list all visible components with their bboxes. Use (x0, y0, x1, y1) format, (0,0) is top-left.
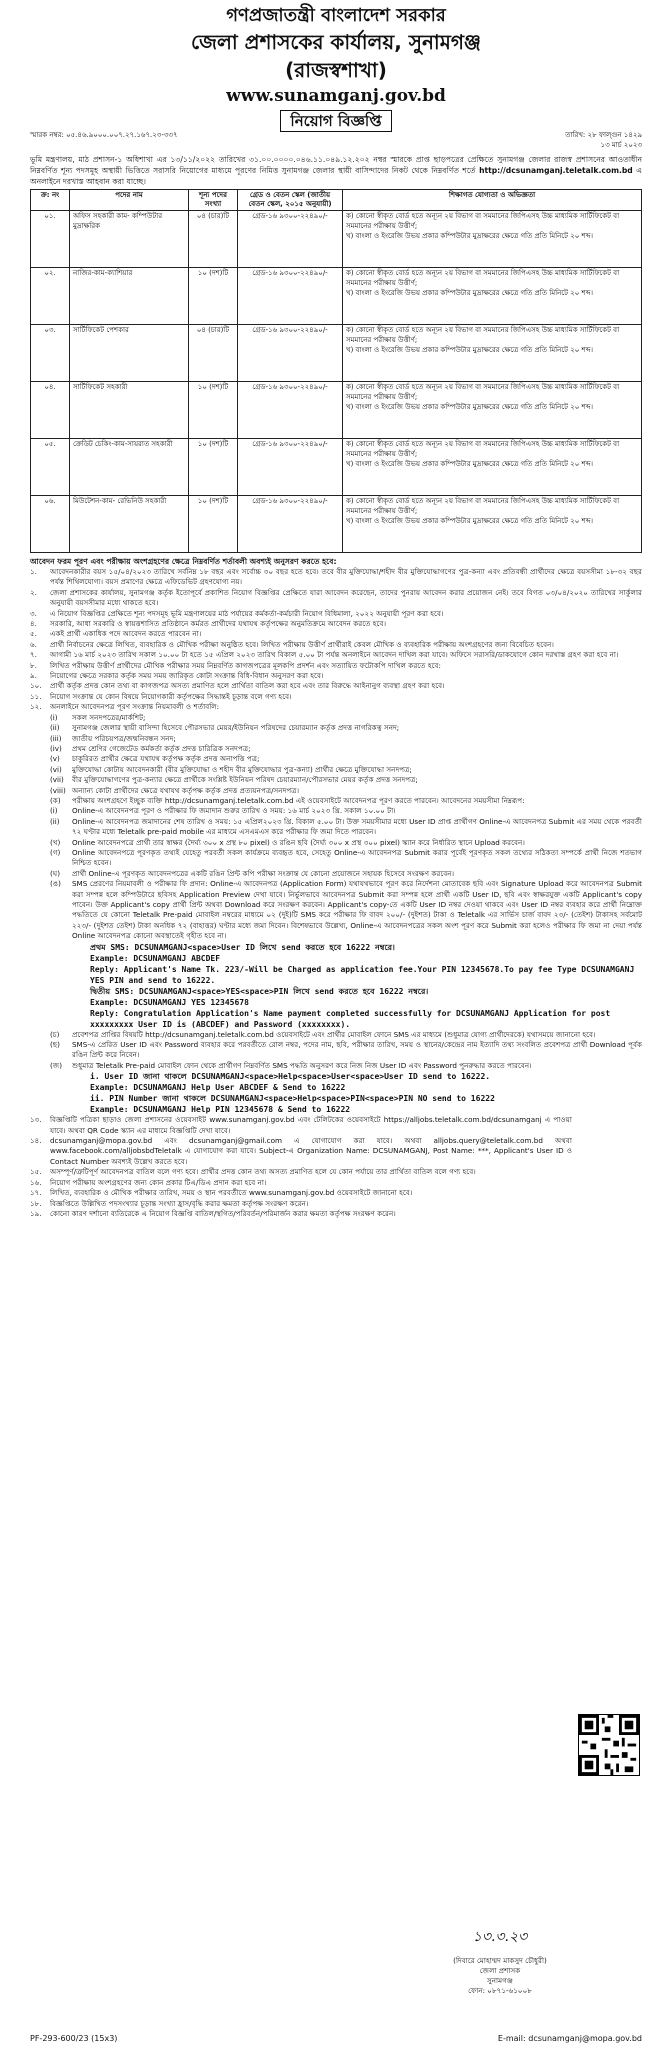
row-qualification (343, 439, 642, 496)
recovery-pin-example: Example: DCSUNAMGANJ Help PIN 12345678 & Send to 16222 (90, 1105, 351, 1115)
rule-text: কোনো কারণ দর্শানো ব্যতিরেকে এ নিয়োগ বিজ্ঞপ্তি বাতিল/স্থগিত/পরিবর্তন/পরিমার্জন করার ক্ষমতা কর্তৃপক্ষ সংরক্ষণ করেন। (50, 1208, 396, 1218)
rule-item (30, 681, 642, 691)
sub-number: (vi) (50, 764, 62, 774)
table-row (31, 496, 642, 553)
sub-text: Online আবেদনপত্রে প্রার্থী তার স্বাক্ষর (দৈর্ঘ্য ৩০০ x প্রস্থ ৮০ pixel) ও রঙিন ছবি (দৈর্ঘ্য ৩০০ x প্রস্থ ৩০০ pixel) স্ক্যান করে নির্ধারিত স্থানে Upload করবেন। (72, 837, 525, 847)
signatory-name: (দিবারে মোহাম্মদ মাকসুদ চৌধুরী) (453, 1956, 547, 1965)
rule-text: বিজ্ঞপ্তিটি পত্রিকা ছাড়াও জেলা প্রশাসনের ওয়েবসাইট www.sunamganj.gov.bd এবং টেলিটকের ওয়েবসাইটে https://alljobs.teletalk.com.bd/dcsunamganj এ পাওয়া যাবে। অথবা QR Code স্ক্যান এর মাধ্যমে বিজ্ঞপ্তিটি দেখা যাবে। (50, 1115, 572, 1135)
sms-second-example: Example: DCSUNAMGANJ YES 12345678 (90, 997, 249, 1007)
signatory-designation: জেলা প্রশাসক (479, 1966, 521, 1975)
row-vacancy: ০৪ (চার)টি (189, 211, 238, 268)
sub-item (30, 848, 642, 869)
date-block (565, 130, 642, 150)
recovery-block (30, 1071, 642, 1115)
row-qualification (343, 268, 642, 325)
sub-text: সকল সনদপত্রের/মার্কশিট; (72, 712, 146, 722)
website-url[interactable]: www.sunamganj.gov.bd (226, 86, 446, 106)
sub-text: মুক্তিযোদ্ধা কোটায় আবেদনকারী (বীর মুক্তিযোদ্ধা ও শহীদ বীর মুক্তিযোদ্ধার পুত্র-কন্যা) প্রার্থীর ক্ষেত্রে মুক্তিযোদ্ধা সনদপত্র; (72, 764, 412, 774)
sub-item (30, 796, 642, 806)
intro-text: ভূমি মন্ত্রণালয়, মাঠ প্রশাসন-১ অধিশাখা এর ১৩/১১/২০২২ তারিখের ৩১.০০.০০০০.০৪৬.১১.০৪৯.১২.২০২ নম্বর স্মারকে প্রাপ্ত ছাড়পত্রের প্রেক্ষিতে সুনামগঞ্জ জেলার রাজস্ব প্রশাসনের আওতাধীন নিম্নবর্ণিত শূন্য পদসমূহ অস্থায়ী ভিত্তিতে সরাসরি নিয়োগের মাধ্যমে পূরণের নিমিত্ত সুনামগঞ্জ জেলার স্থায়ী বাসিন্দাদের নিকট থেকে নিম্নবর্ণিত শর্তে (30, 155, 642, 175)
sub-number: (ঘ) (50, 868, 61, 878)
intro-tail: এ অনলাইনে দরখাস্ত আহবান করা যাচ্ছে। (30, 166, 642, 186)
row-qualification (343, 325, 642, 382)
recovery-pin: ii. PIN Number জানা থাকলে DCSUNAMGANJ<space>Help<space>PIN<space>PIN NO send to 16222 (90, 1094, 495, 1104)
rule-number: ১. (30, 567, 37, 576)
sub-text: SMS-এ প্রেরিত User ID এবং Password ব্যবহার করে পরবর্তীতে রোল নম্বর, পদের নাম, ছবি, পরীক্ষার তারিখ, সময় ও স্থানের/কেন্দ্রের নাম ইত্যাদি তথ্য সংবলিত প্রবেশপত্র প্রার্থী Download পূর্বক রঙিন প্রিন্ট করে নিবেন। (72, 1040, 642, 1060)
rule-text: জেলা প্রশাসকের কার্যালয়, সুনামগঞ্জ কর্তৃক ইতোপূর্বে প্রকাশিত নিয়োগ বিজ্ঞপ্তির প্রেক্ষিতে যারা আবেদন করেছেন, তাদের পুনরায় আবেদন করার প্রয়োজন নেই। তবে বিগত ০৩/০৪/২০২০ তারিখের সার্কুলার অনুযায়ী বয়সসীমার মধ্যে থাকতে হবে। (50, 587, 642, 608)
sub-number: (iv) (50, 743, 62, 753)
sub-text: Online আবেদনপত্রে পূরণকৃত তথ্যই যেহেতু পরবর্তী সকল কার্যক্রমে ব্যবহৃত হবে, সেহেতু Online-এ আবেদনপত্র Submit করার পূর্বেই পূরণকৃত সকল তথ্যের সঠিকতা সম্পর্কে প্রার্থী নিজে শতভাগ নিশ্চিত হবেন। (72, 847, 642, 868)
qualification-line: খ) বাংলা ও ইংরেজি উভয় প্রকার কম্পিউটার মুদ্রাক্ষরের ক্ষেত্রে গতি প্রতি মিনিটে ২০ শব্দ। (346, 403, 594, 411)
row-post-name: সার্টিফিকেট পেশকার (70, 325, 189, 382)
sub-item (30, 806, 642, 816)
sms-block (30, 942, 642, 1030)
row-post-name: মিউটেশন-কাম- রেভিনিউ সহকারী (70, 496, 189, 553)
sub-text: প্রার্থী Online-এ পূরণকৃত আবেদনপত্রের একটি রঙিন প্রিন্ট কপি পরীক্ষা সংক্রান্ত যে কোনো প্রয়োজনে সহায়ক হিসেবে সংরক্ষণ করবেন। (72, 868, 455, 878)
sub-number: (ii) (50, 816, 60, 826)
row-serial: ০৪. (31, 382, 70, 439)
rule-number: ১৬. (30, 1177, 42, 1187)
rule-item (30, 1178, 572, 1188)
sms-first-label: প্রথম SMS: DCSUNAMGANJ<space>User ID লিখে send করতে হবে 16222 নম্বরে। (90, 942, 395, 952)
qualification-line: খ) বাংলা ও ইংরেজি উভয় প্রকার কম্পিউটার মুদ্রাক্ষরের ক্ষেত্রে গতি প্রতি মিনিটে ২০ শব্দ। (346, 346, 594, 354)
rule-item (30, 1136, 572, 1167)
notice-title: নিয়োগ বিজ্ঞপ্তি (280, 110, 392, 132)
qualification-line: ক) কোনো স্বীকৃত বোর্ড হতে অন্যূন ২য় বিভাগ বা সমমানের জিপিএসহ উচ্চ মাধ্যমিক সার্টিফিকেট বা সমমানের পরীক্ষায় উত্তীর্ণ; (346, 269, 620, 287)
sub-number: (চ) (50, 1029, 60, 1039)
rule-number: ৬. (30, 639, 37, 649)
table-row (31, 325, 642, 382)
row-grade: গ্রেড-১৬ ৯৩০০-২২৪৯০/- (238, 211, 343, 268)
rule-item (30, 692, 642, 702)
row-serial: ০৫. (31, 439, 70, 496)
sub-text: পরীক্ষায় অংশগ্রহণে ইচ্ছুক ব্যক্তি http://dcsunamganj.teletalk.com.bd এই ওয়েবসাইটে আবেদনপত্র পূরণ করতে পারবেন। আবেদনের সময়সীমা নিম্নরূপ: (72, 795, 525, 805)
rule-item (30, 702, 642, 712)
col-serial: ক্র: নং (31, 190, 70, 211)
rule-number: ১৭. (30, 1188, 42, 1198)
rule-item (30, 1115, 572, 1136)
posts-table (30, 189, 642, 553)
sms-first-example: Example: DCSUNAMGANJ ABCDEF (90, 953, 221, 963)
date-label: তারিখ: (565, 131, 586, 139)
table-row (31, 268, 642, 325)
sub-item (30, 1040, 642, 1061)
rule-item (30, 1209, 572, 1219)
rule-number: ৭. (30, 650, 37, 660)
letterhead (30, 0, 642, 108)
contact-email[interactable]: E-mail: dcsunamganj@mopa.gov.bd (497, 2034, 642, 2043)
rule-text: সরকারি, আধা সরকারি ও স্বায়ত্তশাসিত প্রতিষ্ঠানে কর্মরত প্রার্থীদের যথাযথ কর্তৃপক্ষের অনুমতিক্রমে আবেদন করতে হবে। (50, 619, 387, 629)
rule-item (30, 629, 642, 639)
sub-item (30, 817, 642, 838)
rule-item (30, 1167, 572, 1177)
rule-text: আবেদনকারীর বয়স ১৫/০৪/২০২৩ তারিখে সর্বনিম্ন ১৮ বছর এবং সর্বোচ্চ ৩০ বছর হতে হবে। তবে বীর মুক্তিযোদ্ধা/শহীদ বীর মুক্তিযোদ্ধাগণের পুত্র-কন্যা এবং প্রতিবন্ধী প্রার্থীদের ক্ষেত্রে বয়সসীমা ১৮-৩২ বছর পর্যন্ত শিথিলযোগ্য। বয়স প্রমাণের ক্ষেত্রে এফিডেভিট গ্রহণযোগ্য নয়। (50, 567, 642, 587)
qualification-line: ক) কোনো স্বীকৃত বোর্ড হতে অন্যূন ২য় বিভাগ বা সমমানের জিপিএসহ উচ্চ মাধ্যমিক সার্টিফিকেট বা সমমানের পরীক্ষায় উত্তীর্ণ; (346, 440, 620, 458)
sub-number: (ii) (50, 723, 60, 733)
rule-item (30, 1199, 572, 1209)
qualification-line: ক) কোনো স্বীকৃত বোর্ড হতে অন্যূন ২য় বিভাগ বা সমমানের জিপিএসহ উচ্চ মাধ্যমিক সার্টিফিকেট বা সমমানের পরীক্ষায় উত্তীর্ণ; (346, 497, 620, 515)
row-post-name: ক্রেডিট চেকিং-কাম-সায়রাত সহকারী (70, 439, 189, 496)
sub-text: প্রবেশপত্র প্রাপ্তির বিষয়টি http://dcsunamganj.teletalk.com.bd ওয়েবসাইটে এবং প্রার্থীর মোবাইল ফোনে SMS এর মাধ্যমে (শুধুমাত্র যোগ্য প্রার্থীদেরকে) যথাসময়ে জানানো হবে। (72, 1029, 596, 1039)
row-vacancy: ০৪ (চার)টি (189, 325, 238, 382)
sub-item (30, 869, 642, 879)
signature-mark: ১৩.৩.২৩ (472, 1929, 528, 1945)
row-vacancy: ১০ (দশ)টি (189, 382, 238, 439)
rule-text: নিয়োগের ক্ষেত্রে সরকার কর্তৃক সময় সময় জারিকৃত কোটা সংক্রান্ত বিধি-বিধান অনুসরণ করা হবে। (50, 671, 324, 681)
date-english: ১৩ মার্চ ২০২৩ (600, 141, 642, 149)
sub-item (30, 879, 642, 941)
online-rules-list (30, 796, 642, 942)
sub-item (30, 765, 642, 775)
sub-item (30, 1061, 642, 1071)
row-serial: ০৩. (31, 325, 70, 382)
row-serial: ০২. (31, 268, 70, 325)
sub-number: (জ) (50, 1060, 63, 1070)
rule-item (30, 671, 642, 681)
qualification-line: খ) বাংলা ও ইংরেজি উভয় প্রকার কম্পিউটার মুদ্রাক্ষরের ক্ষেত্রে গতি প্রতি মিনিটে ২০ শব্দ। (346, 232, 594, 240)
rule-text: লিখিত পরীক্ষায় উত্তীর্ণ প্রার্থীদের মৌখিক পরীক্ষার সময় নিম্নবর্ণিত কাগজপত্রের মূলকপি প্রদর্শন এবং সত্যায়িত ফটোকপি দাখিল করতে হবে: (50, 660, 441, 670)
col-qualification: শিক্ষাগত যোগ্যতা ও অভিজ্ঞতা (343, 190, 642, 211)
sub-item (30, 744, 642, 754)
sub-item (30, 713, 642, 723)
row-grade: গ্রেড-১৬ ৯৩০০-২২৪৯০/- (238, 382, 343, 439)
sub-item (30, 786, 642, 796)
row-vacancy: ১০ (দশ)টি (189, 268, 238, 325)
sub-text: অন্যান্য কোটা প্রার্থীদের ক্ষেত্রে যথাযথ কর্তৃপক্ষ কর্তৃক প্রদত্ত প্রত্যয়নপত্র/সনদপত্র। (72, 785, 300, 795)
rule-text: একই প্রার্থী একাধিক পদে আবেদন করতে পারবেন না। (50, 629, 202, 639)
rule-item (30, 567, 642, 588)
row-grade: গ্রেড-১৬ ৯৩০০-২২৪৯০/- (238, 496, 343, 553)
row-grade: গ্রেড-১৬ ৯৩০০-২২৪৯০/- (238, 268, 343, 325)
rule-number: ৯. (30, 671, 37, 681)
final-rules-list (30, 1115, 642, 1219)
sms-second-label: দ্বিতীয় SMS: DCSUNAMGANJ<space>YES<space>PIN লিখে send করতে হবে 16222 নম্বরে। (90, 986, 429, 996)
sub-item (30, 1030, 642, 1040)
sub-item (30, 838, 642, 848)
col-grade: গ্রেড ও বেতন স্কেল (জাতীয় বেতন স্কেল, ২০১৫ অনুযায়ী) (238, 190, 343, 211)
rule-number: ১৩. (30, 1115, 42, 1125)
rule-text: এ নিয়োগ বিজ্ঞপ্তির প্রেক্ষিতে শূন্য পদসমূহ ভূমি মন্ত্রণালয়ের মাঠ পর্যায়ের কর্মকর্তা-কর্মচারী নিয়োগ বিধিমালা, ২০২২ অনুযায়ী পূরণ করা হবে। (50, 608, 444, 618)
office-name: জেলা প্রশাসকের কার্যালয়, সুনামগঞ্জ (190, 30, 482, 54)
sms-first-reply: Reply: Applicant's Name Tk. 223/-Will be Charged as application fee.Your PIN 12345678.To pay fee Type DCSUNAMGANJ YES PIN and send to 16222. (90, 964, 635, 985)
rule-number: ৪. (30, 619, 37, 629)
table-row (31, 439, 642, 496)
rule-item (30, 1188, 572, 1198)
sub-text: চাকুরিরত প্রার্থীর ক্ষেত্রে যথাযথ কর্তৃপক্ষ কর্তৃক প্রদত্ত অনাপত্তি পত্র; (72, 754, 260, 764)
rule-text: লিখিত, ব্যবহারিক ও মৌখিক পরীক্ষার তারিখ, সময় ও স্থান পরবর্তীতে www.sunamganj.gov.bd ওয়েবসাইটে জানানো হবে। (50, 1188, 413, 1198)
intro-paragraph (30, 154, 642, 187)
sub-number: (iii) (50, 733, 62, 743)
sub-number: (খ) (50, 837, 61, 847)
signatory-phone: ফোন: ০৮৭১-৬১০০৮ (468, 1986, 532, 1995)
rule-number: ৫. (30, 629, 37, 639)
rule-text: dcsunamganj@mopa.gov.bd এবং dcsunamganj@gmail.com এ যোগাযোগ করা যাবে। অথবা alljobs.query@teletalk.com.bd অথবা www.facebook.com/alljobsbdTeletalk এ যোগাযোগ করা যাবে। Subject-এ Organization Name: DCSUNAMGANJ, Post Name: ***, Applicant's User ID ও Contact Number অবশ্যই উল্লেখ করতে হবে। (50, 1136, 572, 1166)
sub-text: Online-এ আবেদনপত্র জমাদানের শেষ তারিখ ও সময়: ১৫ এপ্রিল২০২৩ খ্রি. বিকাল ৫.০০ টা। উক্ত সময়সীমার মধ্যে User ID প্রাপ্ত প্রার্থীগণ Online-এ আবেদনপত্র Submit এর সময় থেকে পরবর্তী ৭২ ঘণ্টার মধ্যে Teletalk pre-paid mobile এর মাধ্যমে এসএমএস করে পরীক্ষার ফি জমা দিতে পারবেন। (72, 816, 642, 837)
sub-item (30, 723, 642, 733)
qualification-line: খ) বাংলা ও ইংরেজি উভয় প্রকার কম্পিউটার মুদ্রাক্ষরের ক্ষেত্রে গতি প্রতি মিনিটে ২০ শব্দ। (346, 460, 594, 468)
rule-number: ১৪. (30, 1136, 42, 1146)
rule-text: অনলাইনে আবেদনপত্র পূরণ সংক্রান্ত নিয়মাবলী ও শর্তাবলি: (50, 702, 220, 712)
col-vacancy: শূন্য পদের সংখ্যা (189, 190, 238, 211)
rule-text: নিয়োগ সংক্রান্ত যে কোন বিষয়ে নিয়োগকারী কর্তৃপক্ষের সিদ্ধান্তই চূড়ান্ত বলে গণ্য হবে। (50, 691, 292, 701)
row-vacancy: ১০ (দশ)টি (189, 496, 238, 553)
date-bangla: ২৮ ফাল্গুন ১৪২৯ (587, 131, 642, 139)
sub-text: Online-এ আবেদনপত্র পূরণ ও পরীক্ষার ফি জমাদান শুরুর তারিখ ও সময়: ১৬ মার্চ ২০২৩ খ্রি. সকাল ১০.০০ টা। (72, 806, 396, 816)
recovery-user-id: i. User ID জানা থাকলে DCSUNAMGANJ<space>Help<space>User<space>User ID send to 16222. (90, 1072, 491, 1082)
row-vacancy: ১০ (দশ)টি (189, 439, 238, 496)
sub-number: (ছ) (50, 1040, 60, 1050)
row-grade: গ্রেড-১৬ ৯৩০০-২২৪৯০/- (238, 439, 343, 496)
intro-url[interactable]: http://dcsunamganj.teletalk.com.bd (479, 166, 633, 175)
row-serial: ০৬. (31, 496, 70, 553)
row-qualification (343, 382, 642, 439)
rule-text: আগামী ১৬ মার্চ ২০২৩ তারিখ সকাল ১০.০০ টা হতে ১৫ এপ্রিল ২০২৩ তারিখ বিকাল ৫.০০ টা পর্যন্ত অনলাইনে আবেদন দাখিল করা যাবে। অফিসে সরাসরি/ডাকযোগে কোন দরখাস্ত গ্রহণ করা হবে না। (50, 650, 619, 660)
rule-item (30, 609, 642, 619)
rule-number: ১৯. (30, 1208, 42, 1218)
signature-block (380, 1918, 620, 1996)
qr-code-icon (579, 1715, 639, 1775)
sub-number: (ঙ) (50, 879, 61, 889)
sub-number: (v) (50, 754, 60, 764)
rule-text: নিয়োগ পরীক্ষায় অংশগ্রহণের জন্য কোন প্রকার টিএ/ডিএ প্রদান করা হবে না। (50, 1177, 267, 1187)
sub-number: (i) (50, 712, 58, 722)
row-post-name: সার্টিফিকেট সহকারী (70, 382, 189, 439)
qualification-line: ক) কোনো স্বীকৃত বোর্ড হতে অন্যূন ২য় বিভাগ বা সমমানের জিপিএসহ উচ্চ মাধ্যমিক সার্টিফিকেট বা সমমানের পরীক্ষায় উত্তীর্ণ; (346, 383, 620, 401)
sub-number: (ক) (50, 795, 61, 805)
sub-item (30, 775, 642, 785)
rule-number: ১০. (30, 681, 42, 691)
row-serial: ০১. (31, 211, 70, 268)
qr-code[interactable] (578, 1714, 640, 1776)
table-row (31, 382, 642, 439)
col-post-name: পদের নাম (70, 190, 189, 211)
rule-text: প্রার্থী কর্তৃক প্রদত্ত কোন তথ্য বা কাগজপত্র অসত্য প্রমাণিত হলে প্রার্থিতা বাতিল করা হবে এবং তার বিরুদ্ধে আইনানুগ ব্যবস্থা গ্রহণ করা হবে। (50, 681, 445, 691)
rule-text: প্রার্থী নির্বাচনের ক্ষেত্রে লিখিত, ব্যবহারিক ও মৌখিক পরীক্ষা অনুষ্ঠিত হবে। লিখিত পরীক্ষায় উত্তীর্ণ প্রার্থীরাই কেবল মৌখিক ও ব্যবহারিক পরীক্ষায় অংশগ্রহণের জন্য বিবেচিত হবেন। (50, 639, 554, 649)
rule-item (30, 588, 642, 609)
rule-number: ২. (30, 587, 37, 597)
reference-row (30, 130, 642, 150)
branch-name: (রাজস্বশাখা) (285, 58, 387, 82)
rule-text: অসম্পূর্ণ/ত্রুটিপূর্ণ আবেদনপত্র বাতিল বলে গণ্য হবে। প্রার্থীর প্রদত্ত কোন তথ্য অসত্য প্রমাণিত হলে যে কোন পর্যায়ে তার প্রার্থিতা বাতিল বলে গণ্য হবে। (50, 1167, 476, 1177)
qualification-line: ক) কোনো স্বীকৃত বোর্ড হতে অন্যূন ২য় বিভাগ বা সমমানের জিপিএসহ উচ্চ মাধ্যমিক সার্টিফিকেট বা সমমানের পরীক্ষায় উত্তীর্ণ; (346, 212, 620, 230)
row-post-name: নাজির-কাম-ক্যাশিয়ার (70, 268, 189, 325)
rule-number: ১২. (30, 702, 42, 712)
sub-number: (viii) (50, 785, 66, 795)
sub-number: (i) (50, 806, 58, 816)
table-header-row (31, 190, 642, 211)
row-qualification (343, 496, 642, 553)
sub-item (30, 754, 642, 764)
qualification-line: খ) বাংলা ও ইংরেজি উভয় প্রকার কম্পিউটার মুদ্রাক্ষরের ক্ষেত্রে গতি প্রতি মিনিটে ২০ শব্দ। (346, 517, 594, 525)
rule-number: ৩. (30, 608, 37, 618)
sub-text: বীর মুক্তিযোদ্ধাগণের পুত্র-কন্যার ক্ষেত্রে প্রার্থীকে সংশ্লিষ্ট ইউনিয়ন পরিষদ চেয়ারম্যান/পৌরসভার মেয়র কর্তৃক প্রদত্ত সনদপত্র; (72, 775, 418, 785)
sub-number: (গ) (50, 847, 61, 857)
sub-text: প্রথম শ্রেণির গেজেটেড কর্মকর্তা কর্তৃক প্রদত্ত চারিত্রিক সনদপত্র; (72, 743, 251, 753)
memo-number: স্মারক নম্বর: ০৫.৪৬.৯০০০.০০৭.২৭.১৬৭.২৩-৩৩৭ (30, 131, 178, 139)
rule-item (30, 619, 642, 629)
recovery-user-example: Example: DCSUNAMGANJ Help User ABCDEF & Send to 16222 (90, 1083, 346, 1093)
rule-item (30, 650, 642, 660)
signatory-place: সুনামগঞ্জ (487, 1976, 513, 1985)
sub-number: (vii) (50, 775, 64, 785)
rule-number: ৮. (30, 660, 37, 670)
sub-text: সুনামগঞ্জ জেলার স্থায়ী বাসিন্দা হিসেবে পৌরসভার মেয়র/ইউনিয়ন পরিষদের চেয়ারম্যান কর্তৃক প্রদত্ত নাগরিকত্ব সনদ; (72, 723, 400, 733)
government-name: গণপ্রজাতন্ত্রী বাংলাদেশ সরকার (226, 5, 446, 26)
rule-item (30, 640, 642, 650)
documents-list (30, 713, 642, 796)
sub-text: শুধুমাত্র Teletalk Pre-paid মোবাইল ফোন থেকে প্রার্থীগণ নিম্নবর্ণিত SMS পদ্ধতি অনুসরণ করে নিজ নিজ User ID এবং Password পুনরুদ্ধার করতে পারবেন। (72, 1060, 532, 1070)
sub-text: জাতীয় পরিচয়পত্র/জন্মনিবন্ধন সনদ; (72, 733, 176, 743)
rule-number: ১৮. (30, 1198, 42, 1208)
rule-item (30, 661, 642, 671)
row-grade: গ্রেড-১৬ ৯৩০০-২২৪৯০/- (238, 325, 343, 382)
table-row (31, 211, 642, 268)
rules-list (30, 567, 642, 713)
conditions-heading: আবেদন ফরম পূরণ এবং পরীক্ষায় অংশগ্রহণের ক্ষেত্রে নিম্নবর্ণিত শর্তাবলী অবশ্যই অনুসরণ করতে হবে: (30, 557, 337, 566)
sub-text: SMS প্রেরণের নিয়মাবলী ও পরীক্ষার ফি প্রদান: Online-এ আবেদনপত্র (Application Form) যথাযথভাবে পূরণ করে নির্দেশনা মোতাবেক ছবি এবং Signature Upload করে আবেদনপত্র Submit করা সম্পন্ন হলে কম্পিউটারে ছবিসহ Application Preview দেখা যাবে। নির্ভুলভাবে আবেদনপত্র Submit করা সম্পন্ন হলে প্রার্থী একটি User ID, ছবি এবং স্বাক্ষরযুক্ত একটি Applicant's copy পাবেন। উক্ত Applicant's copy প্রার্থী প্রিন্ট অথবা Download করে সংরক্ষণ করবেন। Applicant's copy-তে একটি User ID নম্বর দেওয়া থাকবে এবং User ID নম্বর ব্যবহার করে প্রার্থী নিম্নোক্ত পদ্ধতিতে যে কোনো Teletalk Pre-paid মোবাইল নম্বরের মাধ্যমে ০২ (দুই)টি SMS করে পরীক্ষার ফি বাবদ ২০০/- (দুইশত) টাকা ও Teletalk এর সার্ভিস চার্জ বাবদ ২৩/- (তেইশ) টাকাসহ সর্বমোট ২২৩/- (দুইশত তেইশ) টাকা অনধিক ৭২ (বাহাত্তর) ঘণ্টার মধ্যে জমা দিবেন। বিশেষভাবে উল্লেখ্য, Online-এ আবেদনপত্রের সকল অংশ পূরণ করে Submit করা হলেও পরীক্ষার ফি জমা না দেয়া পর্যন্ত Online আবেদনপত্র কোনো অবস্থাতেই গৃহীত হবে না। (72, 879, 642, 941)
row-qualification (343, 211, 642, 268)
rule-text: বিজ্ঞপ্তিতে উল্লিখিত পদসংখ্যার চূড়ান্ত সংখ্যা হ্রাস/বৃদ্ধি করার ক্ষমতা কর্তৃপক্ষ সংরক্ষণ করেন। (50, 1198, 309, 1208)
sms-second-reply: Reply: Congratulation Application's Name payment completed successfully for DCSUNAMGANJ Application for post xxxxxxxxx User ID is (ABCDEF) and Password (xxxxxxxx). (90, 1008, 611, 1029)
row-post-name: অফিস সহকারী কাম- কম্পিউটার মুদ্রাক্ষরিক (70, 211, 189, 268)
rule-number: ১১. (30, 691, 42, 701)
rule-number: ১৫. (30, 1167, 42, 1177)
print-code: PF-293-600/23 (15x3) (30, 2034, 118, 2043)
qualification-line: খ) বাংলা ও ইংরেজি উভয় প্রকার কম্পিউটার মুদ্রাক্ষরের ক্ষেত্রে গতি প্রতি মিনিটে ২০ শব্দ। (346, 289, 594, 297)
qualification-line: ক) কোনো স্বীকৃত বোর্ড হতে অন্যূন ২য় বিভাগ বা সমমানের জিপিএসহ উচ্চ মাধ্যমিক সার্টিফিকেট বা সমমানের পরীক্ষায় উত্তীর্ণ; (346, 326, 620, 344)
sub-item (30, 734, 642, 744)
admit-card-rules (30, 1030, 642, 1072)
footer (30, 2034, 642, 2043)
